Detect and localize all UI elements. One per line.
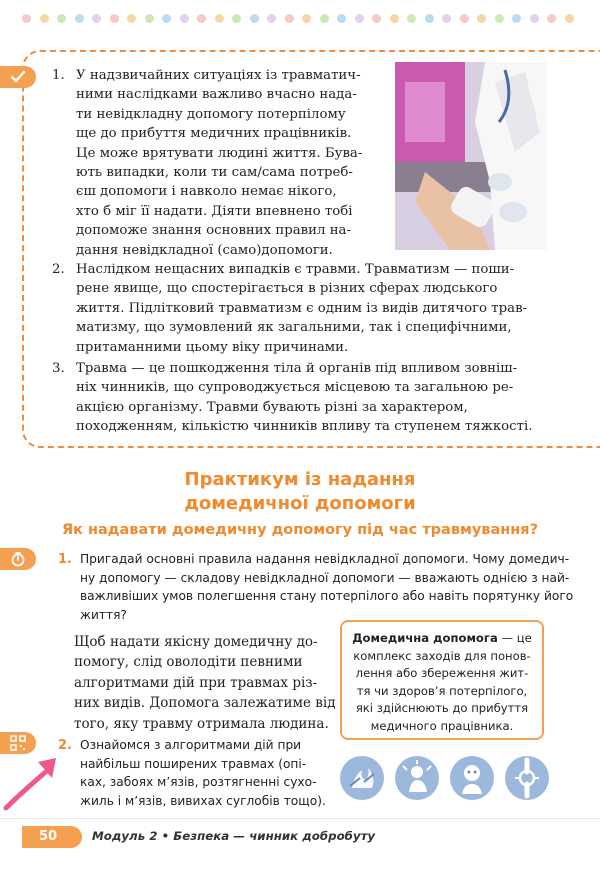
decorative-dot xyxy=(197,14,206,23)
algorithms-paragraph xyxy=(56,632,336,734)
text-line: У надзвичайних ситуаціях із травматич- xyxy=(76,68,361,83)
text-line: які здійснюють до прибуття xyxy=(355,701,529,715)
text-line: них видів. Допомога залежатиме від xyxy=(74,695,336,712)
bandaging-photo xyxy=(395,62,547,250)
decorative-dot xyxy=(530,14,539,23)
pointing-arrow-icon xyxy=(2,752,66,812)
decorative-dot xyxy=(180,14,189,23)
decorative-dot xyxy=(162,14,171,23)
decorative-dot xyxy=(250,14,259,23)
decorative-dot xyxy=(92,14,101,23)
intro-item-1-number: 1. xyxy=(52,68,65,83)
decorative-dot xyxy=(512,14,521,23)
decorative-dot xyxy=(75,14,84,23)
decorative-dot xyxy=(390,14,399,23)
text-line: ніх чинників, що супроводжується місцевою та загальною ре- xyxy=(76,380,514,396)
text-line: ках, забоях м’язів, розтягненні сухо- xyxy=(80,775,317,790)
text-line: ну допомогу — складову невідкладної допомоги — вважають однією з най- xyxy=(80,570,570,585)
text-line: найбільш поширених травмах (опі- xyxy=(80,756,307,771)
text-line: єш допомоги і навколо немає нікого, xyxy=(76,184,337,200)
text-line: матизму, що зумовлений як загальними, так і специфічними, xyxy=(76,320,512,336)
decorative-dot xyxy=(477,14,486,23)
text-line: медичного працівника. xyxy=(370,718,514,733)
page-number: 50 xyxy=(38,829,58,844)
intro-item-2-number: 2. xyxy=(52,262,65,277)
decorative-dot xyxy=(565,14,574,23)
text-line: Пригадай основні правила надання невідкладної допомоги. Чому домедич- xyxy=(80,552,570,566)
decorative-dot xyxy=(232,14,241,23)
timer-badge xyxy=(0,548,36,570)
practicum-subtitle: Як надавати домедичну допомогу під час травмування? xyxy=(61,522,539,538)
stopwatch-icon xyxy=(10,551,26,567)
text-line: допоможе знання основних правил на- xyxy=(76,223,351,239)
intro-item-1-text xyxy=(76,66,386,260)
decorative-dot xyxy=(547,14,556,23)
decorative-dot xyxy=(355,14,364,23)
text-line: життя. Підлітковий травматизм є одним із видів дитячого трав- xyxy=(76,300,528,316)
checklist-badge xyxy=(0,66,36,88)
checkmark-icon xyxy=(10,70,26,84)
text-line: комплекс заходів для понов- xyxy=(353,648,531,663)
practicum-title-line-1: Практикум із надання xyxy=(184,469,416,490)
text-line: хто б міг її надати. Діяти впевнено тобі xyxy=(76,203,353,219)
text-line: ти невідкладну допомогу потерпілому xyxy=(76,106,346,122)
decorative-dot xyxy=(110,14,119,23)
practicum-title-line-2: домедичної допомоги xyxy=(184,493,416,514)
text-line: Це може врятувати людині життя. Бува- xyxy=(76,145,363,161)
decorative-dot xyxy=(372,14,381,23)
text-line: Наслідком нещасних випадків є травми. Травматизм — поши- xyxy=(76,262,515,277)
decorative-dot xyxy=(407,14,416,23)
text-line: дання невідкладної (само)допомоги. xyxy=(76,242,333,258)
intro-item-3-text xyxy=(76,359,548,437)
intro-item-2-text xyxy=(76,260,548,357)
intro-item-3-number: 3. xyxy=(52,361,65,376)
decorative-dots xyxy=(22,14,582,28)
text-line: притаманними цьому віку причинами. xyxy=(76,339,349,355)
text-line: ними наслідками важливо вчасно нада- xyxy=(76,87,357,103)
definition-dash: — це xyxy=(497,631,532,645)
decorative-dot xyxy=(442,14,451,23)
decorative-dot xyxy=(320,14,329,23)
text-line: Ознайомся з алгоритмами дій при xyxy=(80,738,302,752)
definition-term: Домедична допомога xyxy=(352,631,498,645)
text-line: акцією організму. Травми бувають різні за характером, xyxy=(76,399,468,415)
decorative-dot xyxy=(215,14,224,23)
qr-badge xyxy=(0,732,36,754)
injury-icons xyxy=(340,756,550,802)
decorative-dot xyxy=(127,14,136,23)
text-line: помогу, слід оволодіти певними xyxy=(74,654,303,671)
text-line: жиль і м’язів, вивихах суглобів тощо). xyxy=(80,793,326,808)
text-line: ють випадки, коли ти сам/сама потреб- xyxy=(76,165,353,181)
text-line: Щоб надати якісну домедичну до- xyxy=(74,634,318,650)
text-line: лення або збереження жит- xyxy=(355,666,529,680)
decorative-dot xyxy=(285,14,294,23)
burn-icon xyxy=(340,756,384,800)
text-line: того, яку травму отримала людина. xyxy=(74,715,329,732)
task-1-number: 1. xyxy=(58,552,72,567)
decorative-dot xyxy=(460,14,469,23)
footer-divider xyxy=(0,818,600,819)
qr-code-icon xyxy=(10,735,26,751)
text-line: важливіших умов полегшення стану потерпілого або навіть порятунку його xyxy=(80,589,574,604)
decorative-dot xyxy=(22,14,31,23)
task-1-text xyxy=(80,550,574,624)
task-2-text xyxy=(80,736,326,810)
text-line: походженням, кількістю чинників впливу та ступенем тяжкості. xyxy=(76,419,533,435)
decorative-dot xyxy=(302,14,311,23)
text-line: життя? xyxy=(80,607,127,622)
sprain-icon xyxy=(450,756,494,800)
task-2-number: 2. xyxy=(58,738,72,753)
dislocation-icon xyxy=(505,756,549,800)
decorative-dot xyxy=(145,14,154,23)
decorative-dot xyxy=(267,14,276,23)
text-line: тя чи здоров’я потерпілого, xyxy=(356,683,528,698)
decorative-dot xyxy=(495,14,504,23)
decorative-dot xyxy=(337,14,346,23)
text-line: рене явище, що спостерігається в різних сферах людського xyxy=(76,281,498,297)
text-line: алгоритмами дій при травмах різ- xyxy=(74,674,318,691)
decorative-dot xyxy=(425,14,434,23)
text-line: ще до прибуття медичних працівників. xyxy=(76,126,352,142)
decorative-dot xyxy=(40,14,49,23)
text-line: Травма — це пошкодження тіла й органів під впливом зовніш- xyxy=(76,361,518,376)
decorative-dot xyxy=(57,14,66,23)
bruise-icon xyxy=(395,756,439,800)
definition-box xyxy=(340,620,544,740)
module-caption: Модуль 2 • Безпека — чинник добробуту xyxy=(92,829,376,843)
